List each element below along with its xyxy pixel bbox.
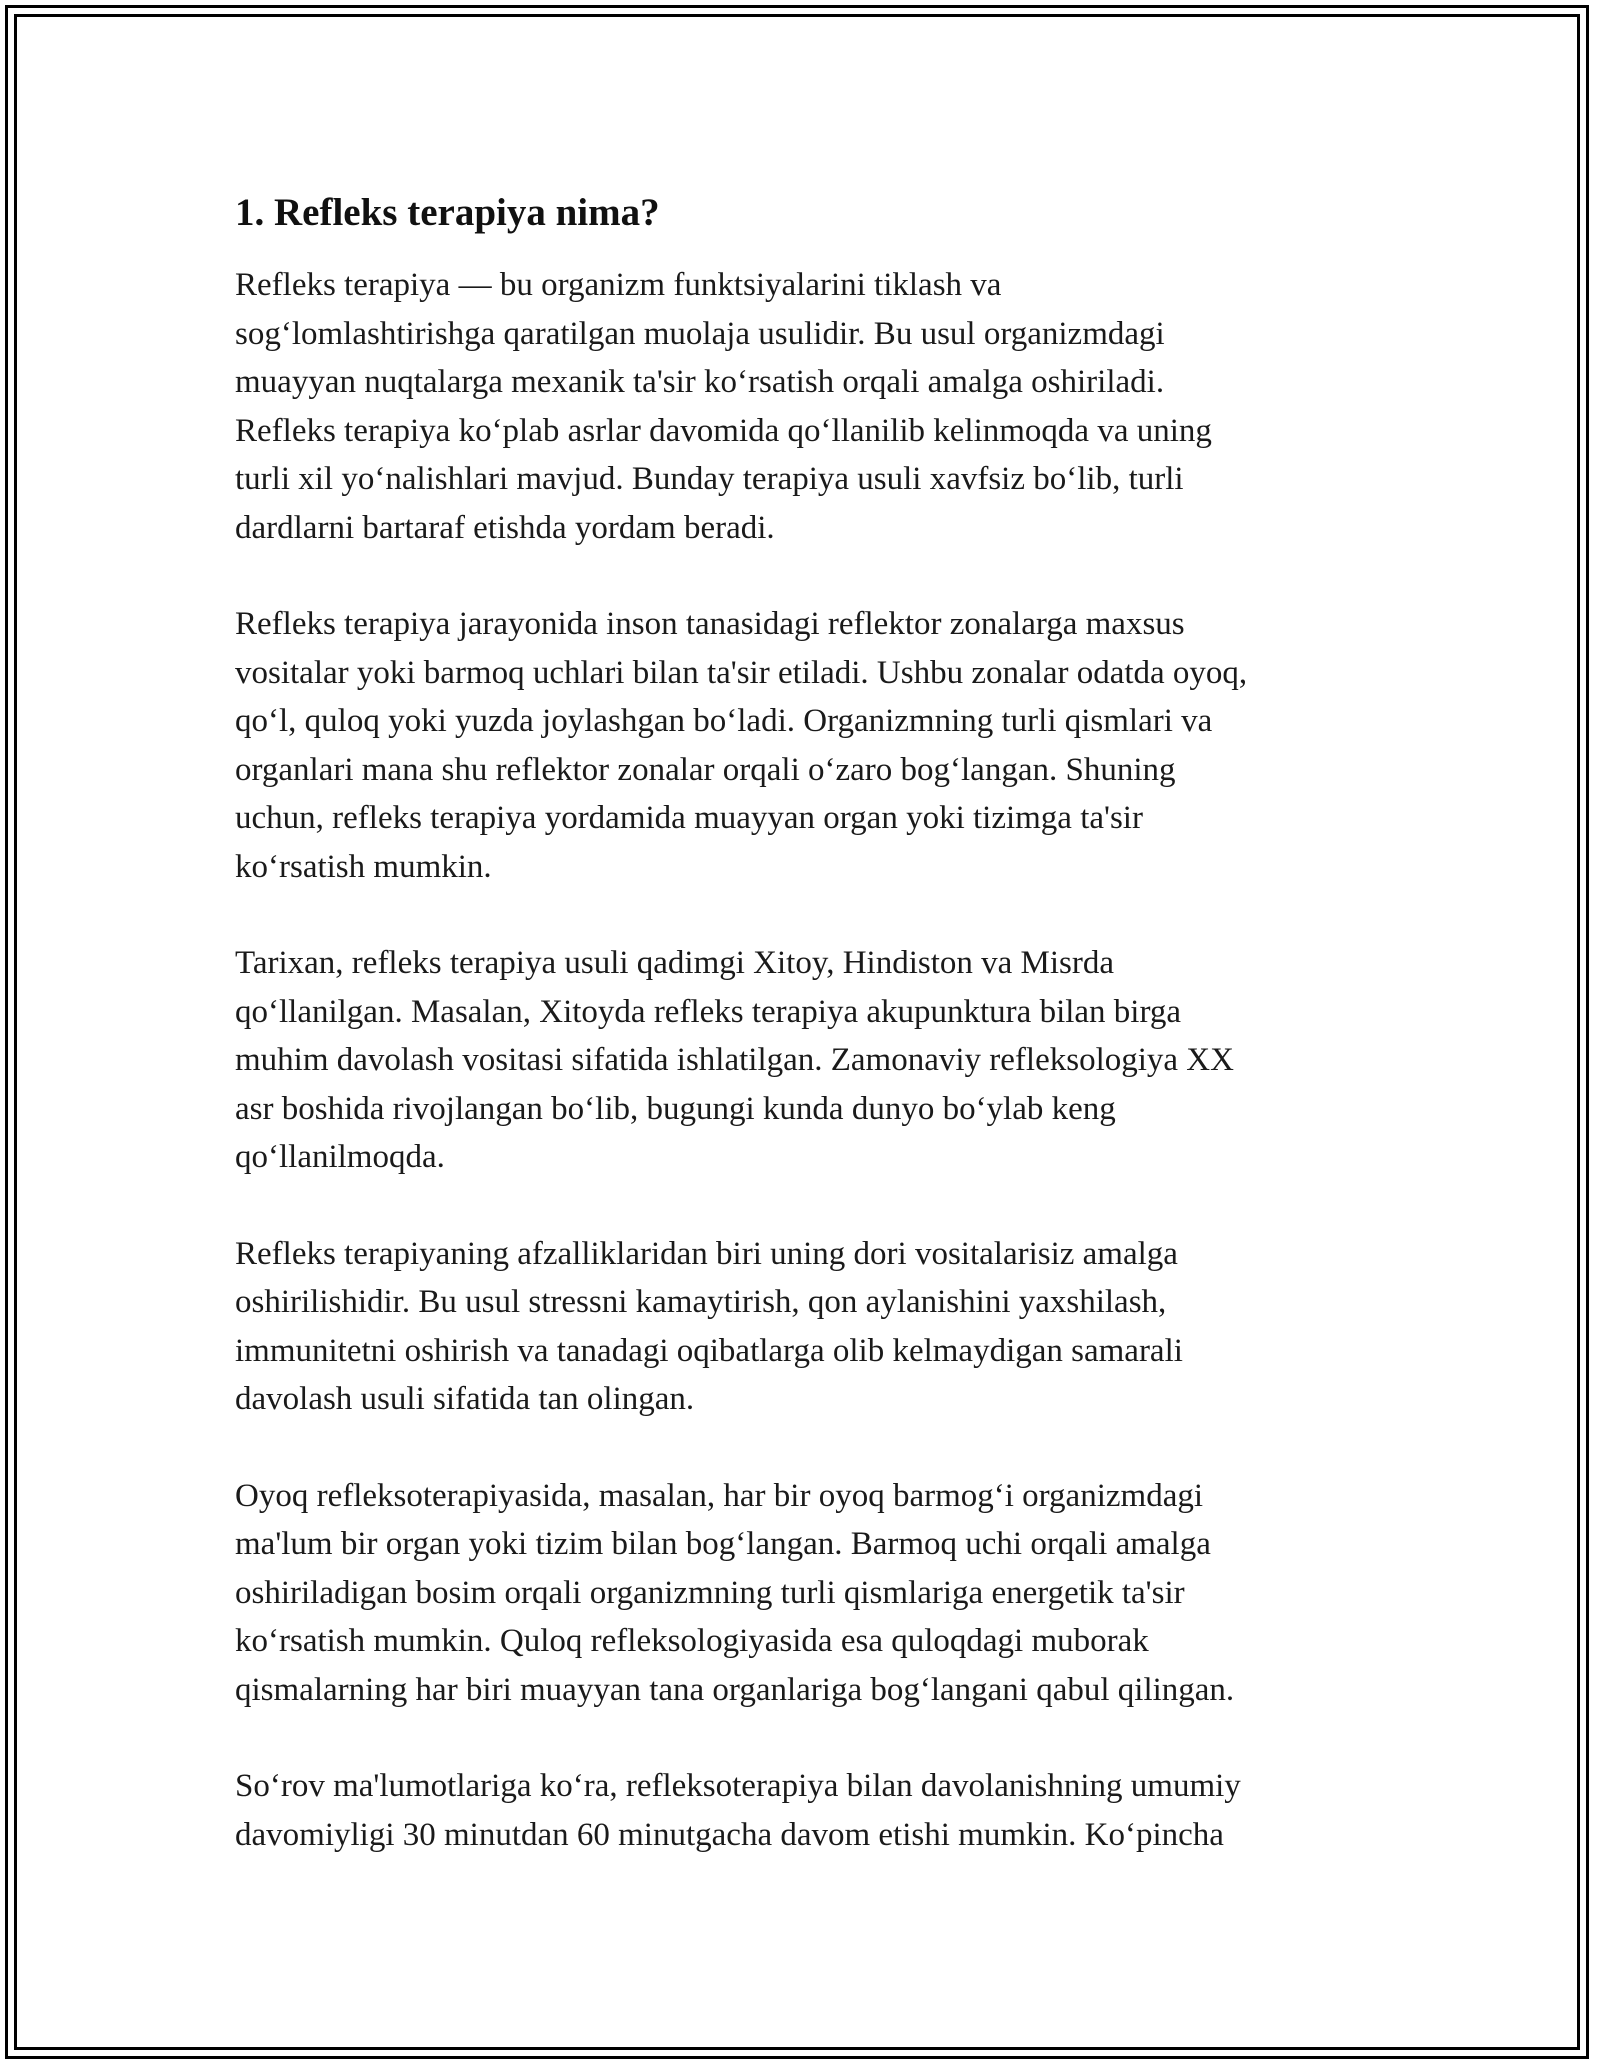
- paragraph-6: So‘rov ma'lumotlariga ko‘ra, refleksoterapiya bilan davolanishning umumiy davomiyligi 30 minutdan 60 minutgacha davom etishi mumkin. Ko‘pincha: [235, 1768, 1241, 1853]
- document-body: [235, 185, 1385, 1907]
- paragraph-3: Tarixan, refleks terapiya usuli qadimgi Xitoy, Hindiston va Misrda qo‘llanilgan. Masalan, Xitoyda refleks terapiya akupunktura bilan birga muhim davolash vositasi sifatida ishlatilgan. Zamonaviy refleksologiya XX asr boshida rivojlangan bo‘lib, bugungi kunda dunyo bo‘ylab keng qo‘llanilmoqda.: [235, 945, 1234, 1175]
- paragraph-2: Refleks terapiya jarayonida inson tanasidagi reflektor zonalarga maxsus vositalar yoki barmoq uchlari bilan ta'sir etiladi. Ushbu zonalar odatda oyoq, qo‘l, quloq yoki yuzda joylashgan bo‘ladi. Organizmning turli qismlari va organlari mana shu reflektor zonalar orqali o‘zaro bog‘langan. Shuning uchun, refleks terapiya yordamida muayyan organ yoki tizimga ta'sir ko‘rsatish mumkin.: [235, 606, 1248, 885]
- section-heading: 1. Refleks terapiya nima?: [235, 191, 660, 234]
- paragraph-4: Refleks terapiyaning afzalliklaridan biri uning dori vositalarisiz amalga oshirilishidir. Bu usul stressni kamaytirish, qon aylanishini yaxshilash, immunitetni oshirish va tanadagi oqibatlarga olib kelmaydigan samarali davolash usuli sifatida tan olingan.: [235, 1235, 1183, 1417]
- paragraph-5: Oyoq refleksoterapiyasida, masalan, har bir oyoq barmog‘i organizmdagi ma'lum bir organ yoki tizim bilan bog‘langan. Barmoq uchi orqali amalga oshiriladigan bosim orqali organizmning turli qismlariga energetik ta'sir ko‘rsatish mumkin. Quloq refleksologiyasida esa quloqdagi muborak qismalarning har biri muayyan tana organlariga bog‘langani qabul qilingan.: [235, 1477, 1235, 1708]
- paragraph-1: Refleks terapiya — bu organizm funktsiyalarini tiklash va sog‘lomlashtirishga qaratilgan muolaja usulidir. Bu usul organizmdagi muayyan nuqtalarga mexanik ta'sir ko‘rsatish orqali amalga oshiriladi. Refleks terapiya ko‘plab asrlar davomida qo‘llanilib kelinmoqda va uning turli xil yo‘nalishlari mavjud. Bunday terapiya usuli xavfsiz bo‘lib, turli dardlarni bartaraf etishda yordam beradi.: [235, 267, 1212, 546]
